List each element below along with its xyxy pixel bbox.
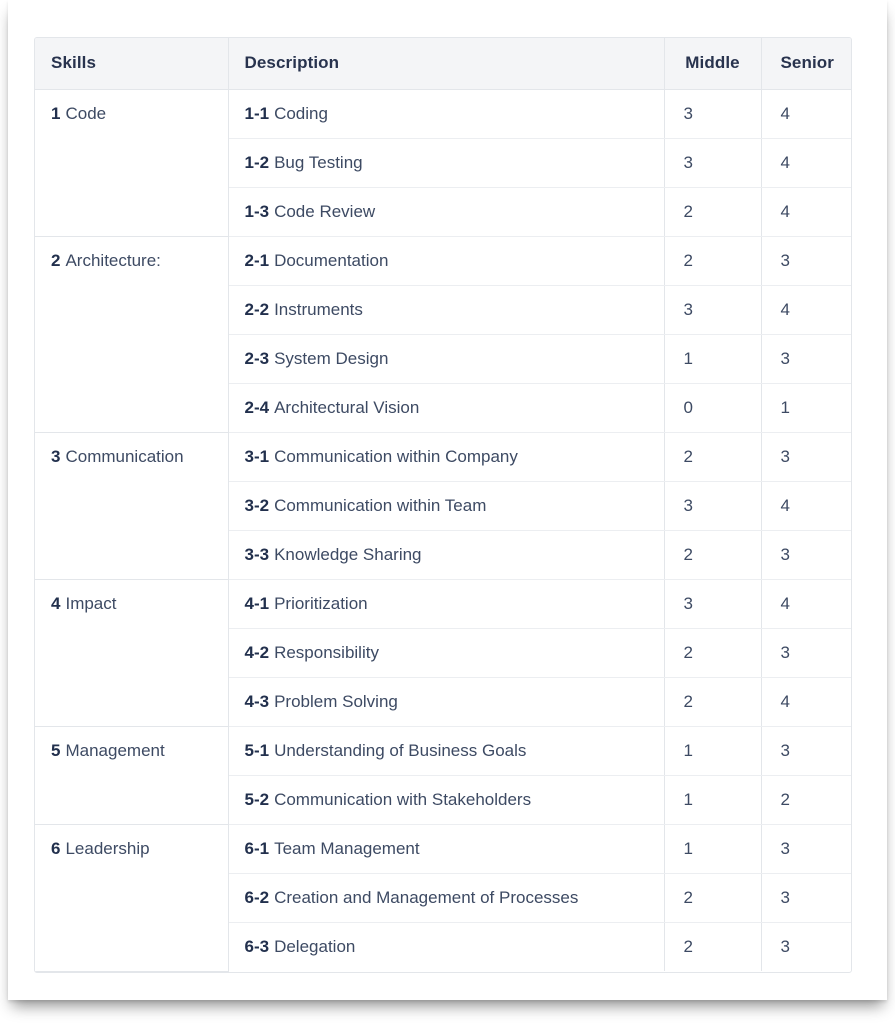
senior-level-value: 4 <box>761 579 852 628</box>
table-row <box>35 824 852 873</box>
skill-item-index: 6-3 <box>244 936 270 956</box>
skill-item-label: Communication within Team <box>274 495 487 515</box>
senior-level-value: 3 <box>761 824 852 873</box>
skills-matrix-table <box>35 38 852 972</box>
middle-level-value: 1 <box>664 726 761 775</box>
table-row <box>35 726 852 775</box>
senior-level-value: 3 <box>761 873 852 922</box>
middle-level-value: 2 <box>664 236 761 285</box>
skill-item-label: Prioritization <box>274 593 368 613</box>
middle-level-value: 3 <box>664 138 761 187</box>
skill-description-cell <box>228 922 664 971</box>
middle-level-value: 2 <box>664 187 761 236</box>
skill-item-index: 6-2 <box>244 887 270 907</box>
header-row <box>35 38 852 89</box>
skill-group-label: Management <box>65 740 165 760</box>
middle-level-value: 3 <box>664 285 761 334</box>
senior-level-value: 2 <box>761 775 852 824</box>
senior-level-value: 3 <box>761 432 852 481</box>
skill-description-cell <box>228 236 664 285</box>
skill-description-cell <box>228 383 664 432</box>
skill-group-index: 3 <box>51 446 61 466</box>
skill-item-index: 4-3 <box>244 691 270 711</box>
middle-level-value: 2 <box>664 677 761 726</box>
column-header-middle: Middle <box>664 38 761 89</box>
middle-level-value: 2 <box>664 530 761 579</box>
table-body <box>35 89 852 971</box>
skill-description-cell <box>228 677 664 726</box>
middle-level-value: 1 <box>664 775 761 824</box>
skill-item-label: Understanding of Business Goals <box>274 740 527 760</box>
senior-level-value: 4 <box>761 481 852 530</box>
skill-item-index: 2-2 <box>244 299 270 319</box>
middle-level-value: 0 <box>664 383 761 432</box>
skill-item-index: 2-1 <box>244 250 270 270</box>
senior-level-value: 4 <box>761 187 852 236</box>
skill-group-label: Communication <box>65 446 184 466</box>
column-header-skills: Skills <box>35 38 228 89</box>
skill-group-cell <box>35 824 228 971</box>
skill-item-label: Architectural Vision <box>274 397 420 417</box>
table-row <box>35 89 852 138</box>
senior-level-value: 3 <box>761 236 852 285</box>
skill-group-cell <box>35 579 228 726</box>
skill-description-cell <box>228 138 664 187</box>
skill-item-label: Bug Testing <box>274 152 363 172</box>
skill-item-index: 3-1 <box>244 446 270 466</box>
skill-description-cell <box>228 579 664 628</box>
skill-group-index: 2 <box>51 250 61 270</box>
skill-item-index: 5-1 <box>244 740 270 760</box>
senior-level-value: 3 <box>761 922 852 971</box>
skill-item-index: 2-3 <box>244 348 270 368</box>
middle-level-value: 2 <box>664 432 761 481</box>
skill-item-label: Communication with Stakeholders <box>274 789 532 809</box>
skill-description-cell <box>228 187 664 236</box>
skill-description-cell <box>228 824 664 873</box>
skill-group-index: 5 <box>51 740 61 760</box>
senior-level-value: 3 <box>761 334 852 383</box>
middle-level-value: 2 <box>664 873 761 922</box>
table-row <box>35 236 852 285</box>
middle-level-value: 3 <box>664 89 761 138</box>
senior-level-value: 3 <box>761 726 852 775</box>
skill-description-cell <box>228 628 664 677</box>
middle-level-value: 2 <box>664 628 761 677</box>
skill-item-label: Documentation <box>274 250 389 270</box>
senior-level-value: 4 <box>761 138 852 187</box>
skill-description-cell <box>228 873 664 922</box>
page-sheet <box>8 0 887 1000</box>
middle-level-value: 3 <box>664 579 761 628</box>
skill-item-label: Problem Solving <box>274 691 398 711</box>
skill-description-cell <box>228 530 664 579</box>
skill-description-cell <box>228 775 664 824</box>
skill-description-cell <box>228 726 664 775</box>
skill-item-index: 2-4 <box>244 397 270 417</box>
senior-level-value: 1 <box>761 383 852 432</box>
column-header-description: Description <box>228 38 664 89</box>
middle-level-value: 1 <box>664 824 761 873</box>
skill-item-index: 1-3 <box>244 201 270 221</box>
skill-item-label: Knowledge Sharing <box>274 544 422 564</box>
skill-group-cell <box>35 726 228 824</box>
skill-item-label: Instruments <box>274 299 363 319</box>
skill-group-label: Leadership <box>65 838 150 858</box>
senior-level-value: 4 <box>761 285 852 334</box>
skill-item-index: 3-3 <box>244 544 270 564</box>
skill-item-index: 5-2 <box>244 789 270 809</box>
senior-level-value: 3 <box>761 628 852 677</box>
middle-level-value: 2 <box>664 922 761 971</box>
skill-item-label: System Design <box>274 348 389 368</box>
senior-level-value: 4 <box>761 89 852 138</box>
skill-item-index: 4-1 <box>244 593 270 613</box>
skill-description-cell <box>228 481 664 530</box>
skill-group-label: Impact <box>65 593 117 613</box>
skill-group-cell <box>35 89 228 236</box>
skill-item-label: Creation and Management of Processes <box>274 887 579 907</box>
skill-description-cell <box>228 89 664 138</box>
skill-description-cell <box>228 285 664 334</box>
senior-level-value: 4 <box>761 677 852 726</box>
skill-group-label: Code <box>65 103 107 123</box>
skill-item-index: 1-1 <box>244 103 270 123</box>
skill-group-index: 1 <box>51 103 61 123</box>
skill-description-cell <box>228 334 664 383</box>
skill-group-cell <box>35 236 228 432</box>
skills-matrix-card <box>34 37 852 973</box>
skill-item-label: Team Management <box>274 838 420 858</box>
skill-group-cell <box>35 432 228 579</box>
skill-item-index: 6-1 <box>244 838 270 858</box>
skill-item-index: 1-2 <box>244 152 270 172</box>
table-row <box>35 579 852 628</box>
middle-level-value: 1 <box>664 334 761 383</box>
skill-item-label: Delegation <box>274 936 356 956</box>
skill-group-index: 6 <box>51 838 61 858</box>
table-row <box>35 432 852 481</box>
skill-description-cell <box>228 432 664 481</box>
skill-item-label: Code Review <box>274 201 376 221</box>
table-header <box>35 38 852 89</box>
skill-item-index: 3-2 <box>244 495 270 515</box>
skill-item-index: 4-2 <box>244 642 270 662</box>
skill-item-label: Communication within Company <box>274 446 518 466</box>
skill-item-label: Responsibility <box>274 642 379 662</box>
skill-group-index: 4 <box>51 593 61 613</box>
skill-group-label: Architecture: <box>65 250 161 270</box>
senior-level-value: 3 <box>761 530 852 579</box>
column-header-senior: Senior <box>761 38 852 89</box>
middle-level-value: 3 <box>664 481 761 530</box>
skill-item-label: Coding <box>274 103 328 123</box>
